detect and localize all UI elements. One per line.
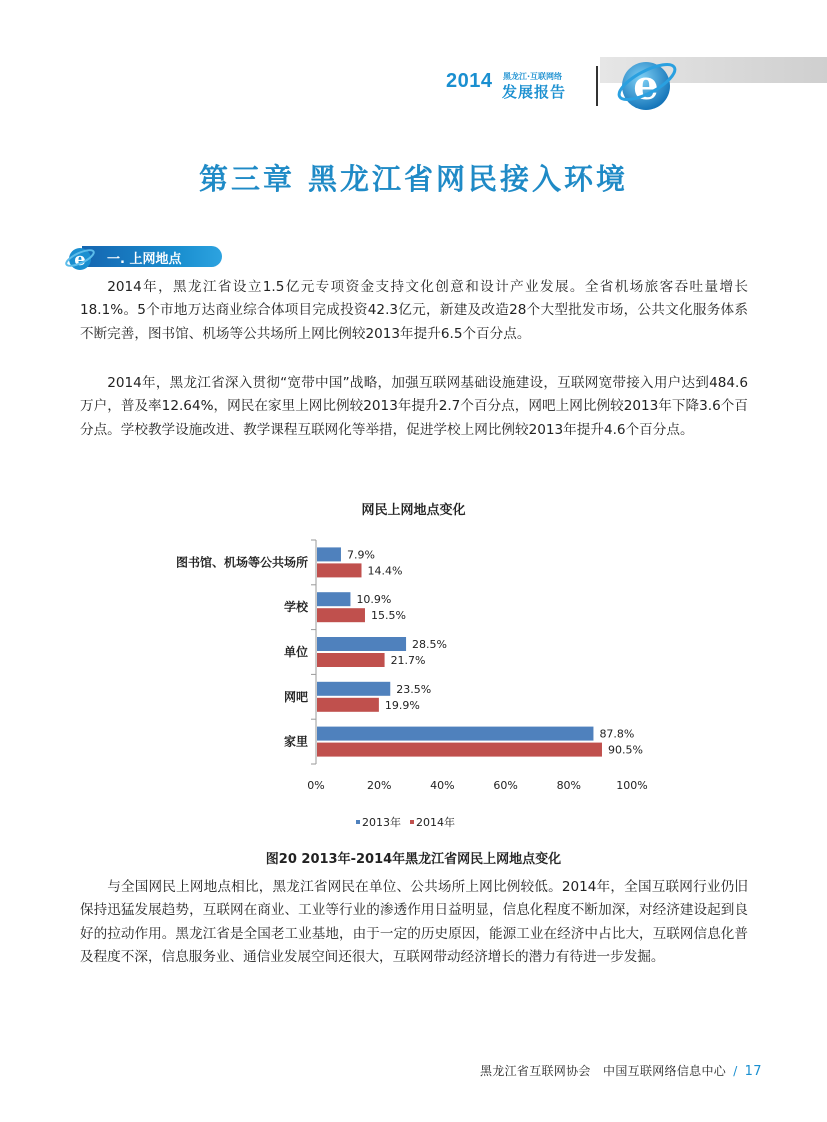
bar-2013 (317, 727, 593, 741)
data-label: 90.5% (607, 743, 643, 757)
bar-2014 (317, 743, 602, 757)
data-label: 15.5% (370, 609, 406, 623)
bar-2014 (317, 698, 379, 712)
x-tick-label: 60% (493, 779, 518, 792)
section-title: 一. 上网地点 (107, 252, 182, 267)
ie-logo-icon (614, 52, 680, 116)
paragraph-2: 2014年，黑龙江省深入贯彻“宽带中国”战略，加强互联网基础设施建设，互联网宽带接入用户达到484.6万户，普及率12.64%，网民在家里上网比例较2013年提升2.7个百分点，网吧上网比例较2013年下降3.6个百分点。学校教学设施改进、教学课程互联网化等举措，促进学校上网比例较2013年提升4.6个百分点。 (80, 375, 748, 438)
x-tick-label: 100% (616, 779, 648, 792)
legend-label: 2014年 (416, 816, 455, 829)
category-label: 网吧 (283, 689, 308, 704)
data-label: 19.9% (384, 698, 420, 712)
data-label: 10.9% (356, 593, 392, 607)
data-label: 23.5% (396, 682, 432, 696)
footer (480, 1062, 762, 1079)
legend-swatch (410, 820, 414, 824)
data-label: 21.7% (390, 654, 426, 667)
footer-org-1: 黑龙江省互联网协会 (480, 1064, 591, 1078)
paragraph-1: 2014年，黑龙江省设立1.5亿元专项资金支持文化创意和设计产业发展。全省机场旅客吞吐量增长18.1%。5个市地万达商业综合体项目完成投资42.3亿元，新建及改造28个大型批发市场，公共文化服务体系不断完善，图书馆、机场等公共场所上网比例较2013年提升6.5个百分点。 (80, 279, 748, 342)
chapter-title: 第三章 黑龙江省网民接入环境 (198, 162, 629, 196)
chart-title: 网民上网地点变化 (361, 503, 466, 518)
bar-2013 (317, 547, 341, 561)
footer-org-2: 中国互联网络信息中心 (603, 1064, 727, 1078)
footer-separator: / (733, 1064, 738, 1078)
category-label: 单位 (283, 645, 308, 659)
category-label: 图书馆、机场等公共场所 (175, 555, 308, 570)
legend-swatch (356, 820, 360, 824)
bar-2014 (317, 608, 365, 622)
x-tick-label: 80% (556, 779, 582, 792)
bar-2013 (317, 637, 406, 651)
data-label: 7.9% (346, 548, 375, 562)
data-label: 87.8% (599, 727, 635, 741)
category-label: 家里 (283, 734, 308, 749)
header-report-title: 发展报告 (502, 83, 567, 101)
bar-2013 (317, 592, 350, 606)
bar-2014 (317, 563, 362, 577)
svg-text:e: e (74, 249, 86, 270)
x-tick-label: 0% (307, 779, 325, 792)
paragraph-3: 与全国网民上网地点相比，黑龙江省网民在单位、公共场所上网比例较低。2014年，全国互联网行业仍旧保持迅猛发展趋势，互联网在商业、工业等行业的渗透作用日益明显，信息化程度不断加深，对经济建设起到良好的拉动作用。黑龙江省是全国老工业基地，由于一定的历史原因，能源工业在经济中占比大，互联网信息化普及程度不深，信息服务业、通信业发展空间还很大，互联网带动经济增长的潜力有待进一步发掘。 (80, 879, 748, 965)
data-label: 14.4% (367, 564, 403, 578)
header-divider (596, 66, 598, 106)
header-subtitle: 黑龙江·互联网络 (503, 72, 563, 81)
bar-2013 (317, 682, 390, 696)
section-e-icon (64, 244, 98, 274)
legend-label: 2013年 (362, 816, 401, 829)
x-tick-label: 20% (366, 779, 392, 792)
bar-2014 (317, 653, 385, 667)
bar-chart (0, 520, 827, 840)
header-year: 2014 (446, 70, 493, 92)
page-number: 17 (744, 1064, 762, 1079)
data-label: 28.5% (412, 638, 448, 651)
category-label: 学校 (283, 600, 308, 615)
figure-caption: 图20 2013年-2014年黑龙江省网民上网地点变化 (265, 852, 562, 867)
svg-text:e: e (633, 62, 659, 109)
x-tick-label: 40% (430, 779, 455, 792)
